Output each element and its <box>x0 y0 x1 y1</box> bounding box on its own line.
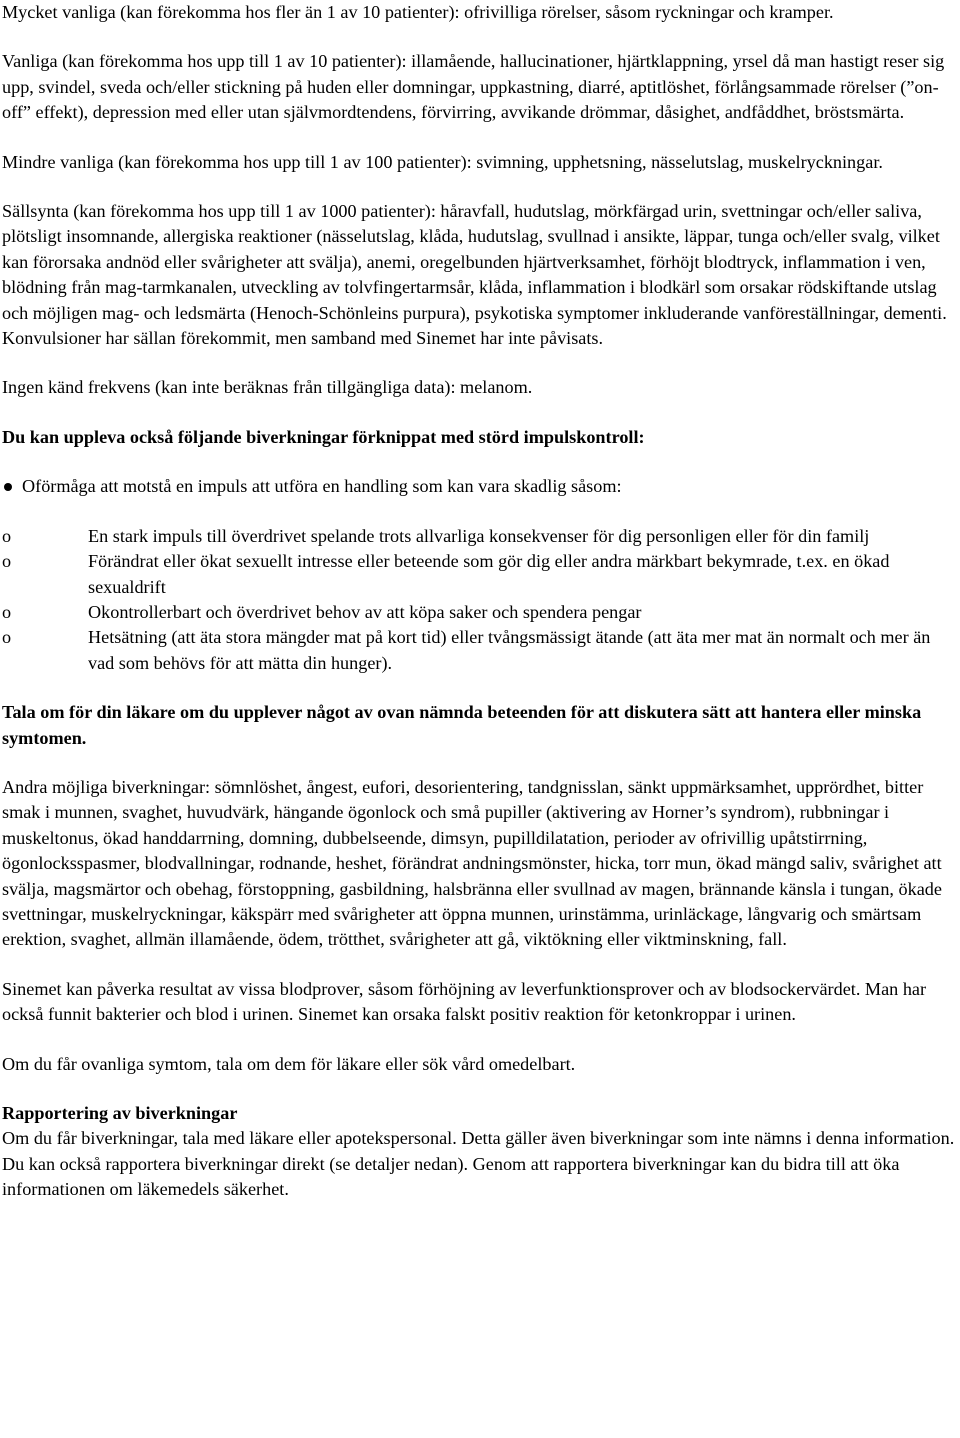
list-marker: o <box>2 627 12 648</box>
list-item <box>2 625 956 676</box>
list-item <box>2 524 956 549</box>
list-item <box>2 600 956 625</box>
bullet-icon <box>2 474 22 491</box>
impulse-bullet-text: Oförmåga att motstå en impuls att utföra en handling som kan vara skadlig såsom: <box>22 476 622 497</box>
impulse-heading: Du kan uppleva också följande biverkningar förknippat med störd impulskontroll: <box>2 426 645 447</box>
list-marker: o <box>2 551 12 572</box>
frequency-very-common: Mycket vanliga (kan förekomma hos fler än 1 av 10 patienter): ofrivilliga rörelser, såsom ryckningar och kramper. <box>2 2 834 22</box>
lab-tests-paragraph: Sinemet kan påverka resultat av vissa blodprover, såsom förhöjning av leverfunktionsprover och av blodsockervärdet. Man har också funnit bakterier och blod i urinen. Sinemet kan orsaka falskt positiv reaktion för ketonkroppar i urinen. <box>2 978 927 1025</box>
frequency-unknown: Ingen känd frekvens (kan inte beräknas från tillgängliga data): melanom. <box>2 377 533 398</box>
impulse-warning: Tala om för din läkare om du upplever något av ovan nämnda beteenden för att diskutera sätt att hantera eller minska symtomen. <box>2 702 922 748</box>
list-item <box>2 549 956 600</box>
unusual-symptoms-paragraph: Om du får ovanliga symtom, tala om dem för läkare eller sök vård omedelbart. <box>2 1053 576 1074</box>
impulse-bullet <box>2 474 956 499</box>
list-item-text: En stark impuls till överdrivet spelande trots allvarliga konsekvenser för dig personligen eller för din familj <box>88 525 870 546</box>
impulse-sub-list <box>2 524 956 676</box>
frequency-rare: Sällsynta (kan förekomma hos upp till 1 av 1000 patienter): håravfall, hudutslag, mörkfärgad urin, svettningar och/eller saliva, plötsligt insomnande, allergiska reaktioner (nässelutslag, klåda, hudutslag, svullnad i ansikte, läppar, tunga och/eller svalg, vilket kan förorsaka andnöd eller svårigheter att svälja), anemi, oregelbunden hjärtverksamhet, förhöjt blodtryck, inflammation i ven, blödning från mag-tarmkanalen, utveckling av tolvfingertarmsår, klåda, inflammation i blodkärl som orsakar rödskiftande utslag och möjligen mag- och ledsmärta (Henoch-Schönleins purpura), psykotiska symptomer inkluderande vanföreställningar, dementi. Konvulsioner har sällan förekommit, men samband med Sinemet har inte påvisats. <box>2 201 947 349</box>
reporting-text: Om du får biverkningar, tala med läkare eller apotekspersonal. Detta gäller även biverkningar som inte nämns i denna information. Du kan också rapportera biverkningar direkt (se detaljer nedan). Genom att rapportera biverkningar kan du bidra till att öka informationen om läkemedels säkerhet. <box>2 1128 955 1200</box>
list-marker: o <box>2 525 12 546</box>
list-item-text: Förändrat eller ökat sexuellt intresse eller beteende som gör dig eller andra märkbart bekymrade, t.ex. en ökad sexualdrift <box>88 551 890 597</box>
frequency-uncommon: Mindre vanliga (kan förekomma hos upp till 1 av 100 patienter): svimning, upphetsning, nässelutslag, muskelryckningar. <box>2 151 883 172</box>
frequency-common: Vanliga (kan förekomma hos upp till 1 av 10 patienter): illamående, hallucinationer, hjärtklappning, yrsel då man hastigt reser sig upp, svindel, sveda och/eller stickning på huden eller domningar, uppkastning, diarré, aptitlöshet, förlångsammade rörelser (”on-off” effekt), depression med eller utan självmordtendens, förvirring, avvikande drömmar, dåsighet, andfåddhet, bröstsmärta. <box>2 51 945 123</box>
list-item-text: Hetsätning (att äta stora mängder mat på kort tid) eller tvångsmässigt ätande (att äta mer mat än normalt och mer än vad som behövs för att mätta din hunger). <box>88 627 931 673</box>
reporting-heading: Rapportering av biverkningar <box>2 1103 238 1123</box>
other-side-effects: Andra möjliga biverkningar: sömnlöshet, ångest, eufori, desorientering, tandgnisslan, sänkt uppmärksamhet, upprördhet, bitter smak i munnen, svaghet, huvudvärk, hängande ögonlock och små pupiller (aktivering av Horner’s syndrom), rubbningar i muskeltonus, ökad handdarrning, domning, dubbelseende, dimsyn, pupilldilatation, perioder av ofrivillig upåtstirrning, ögonlocksspasmer, blodvallningar, rodnande, heshet, förändrat andningsmönster, hicka, torr mun, ökad mängd saliv, svårighet att svälja, magsmärtor och obehag, förstoppning, gasbildning, halsbränna eller svullnad av magen, brännande känsla i tungan, ökade svettningar, muskelryckningar, käkspärr med svårigheter att öppna munnen, urinstämma, urinläckage, långvarig och smärtsam erektion, svaghet, allmän illamående, ödem, trötthet, svårigheter att gå, viktökning eller viktminskning, fall. <box>2 776 942 950</box>
list-marker: o <box>2 601 12 622</box>
list-item-text: Okontrollerbart och överdrivet behov av att köpa saker och spendera pengar <box>88 601 642 622</box>
